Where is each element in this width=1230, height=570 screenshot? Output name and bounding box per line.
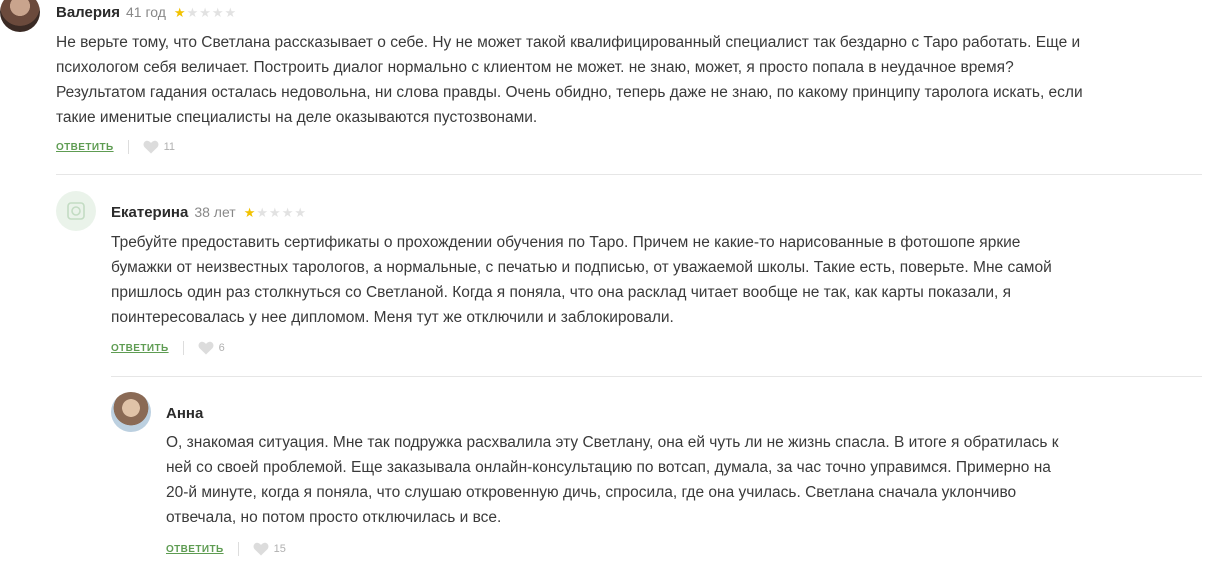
comment-actions (166, 541, 286, 557)
comment-line: психологом себя величает. Построить диалог нормально с клиентом не может. не знаю, может, я просто попала в неудачное время? (56, 59, 1014, 76)
star-icon: ★ (199, 4, 211, 20)
like-count: 15 (273, 543, 286, 555)
comment-line: такие именитые специалисты на деле оказываются пустозвонами. (56, 109, 538, 126)
star-icon: ★ (256, 204, 269, 220)
avatar (56, 191, 96, 231)
default-avatar-icon (64, 199, 88, 223)
comment-actions (111, 340, 225, 356)
star-icon: ★ (173, 4, 186, 20)
star-icon: ★ (294, 204, 306, 220)
comment-text (111, 230, 1211, 330)
comment-line: поинтересовалась у нее дипломом. Меня тут же отключили и заблокировали. (111, 309, 674, 326)
comment-anna (111, 392, 1230, 570)
star-icon: ★ (211, 4, 224, 20)
author-age: 41 год (125, 4, 166, 20)
author-age: 38 лет (194, 204, 236, 220)
heart-icon (253, 542, 269, 556)
divider (183, 341, 184, 355)
divider (56, 174, 1202, 175)
divider (128, 140, 129, 154)
comment-line: 20-й минуте, когда я поняла, что слушаю откровенную дичь, спросила, где она училась. Светлана сначала уклончиво (166, 484, 1017, 501)
comment-line: Не верьте тому, что Светлана рассказывает о себе. Ну не может такой квалифицированный специалист так бездарно с Таро работать. Еще и (56, 34, 1081, 51)
comment-header (111, 201, 306, 223)
comment-line: О, знакомая ситуация. Мне так подружка расхвалила эту Светлану, она ей чуть ли не жизнь спасла. В итоге я обратилась к (166, 434, 1059, 451)
star-icon: ★ (224, 4, 237, 20)
comment-line: ней со своей проблемой. Еще заказывала онлайн-консультацию по вотсап, думала, за час точно управимся. Примерно на (166, 459, 1051, 476)
like-count: 6 (218, 342, 225, 354)
comment-header (56, 1, 236, 23)
comment-line: пришлось один раз столкнуться со Светланой. Когда я поняла, что она расклад читает вообще не так, как карты показали, я (111, 284, 1012, 301)
comment-ekaterina (56, 191, 1230, 371)
like-button[interactable] (143, 140, 175, 154)
star-icon: ★ (186, 4, 199, 20)
comment-header (166, 402, 203, 424)
author-name: Анна (166, 404, 204, 422)
star-icon: ★ (269, 204, 281, 220)
comment-line: бумажки от неизвестных тарологов, а нормальные, с печатью и подписью, от уважаемой школы. Такие есть, поверьте. Мне самой (111, 259, 1052, 276)
comment-line: Результатом гадания осталась недовольна, ни слова правды. Очень обидно, теперь даже не знаю, по какому принципу таролога искать, если (56, 84, 1083, 101)
comment-actions (56, 139, 175, 155)
star-icon: ★ (243, 204, 256, 220)
reply-button[interactable]: ОТВЕТИТЬ (56, 141, 114, 153)
avatar (0, 0, 40, 32)
comment-text (56, 30, 1221, 130)
heart-icon (198, 341, 214, 355)
rating-stars (174, 6, 236, 19)
heart-icon (143, 140, 159, 154)
comment-line: Требуйте предоставить сертификаты о прохождении обучения по Таро. Причем не какие-то нарисованные в фотошопе яркие (111, 234, 1021, 251)
comment-valeria (0, 0, 1230, 160)
author-name: Валерия (56, 3, 120, 21)
like-count: 11 (163, 141, 175, 153)
reply-button[interactable]: ОТВЕТИТЬ (111, 342, 169, 354)
comment-text (166, 430, 1226, 530)
avatar (111, 392, 151, 432)
comment-line: отвечала, но потом просто отключилась и все. (166, 509, 502, 526)
star-icon: ★ (281, 204, 294, 220)
divider (111, 376, 1202, 377)
reply-button[interactable]: ОТВЕТИТЬ (166, 543, 224, 555)
like-button[interactable] (198, 341, 225, 355)
divider (238, 542, 239, 556)
like-button[interactable] (253, 542, 286, 556)
author-name: Екатерина (111, 203, 189, 221)
rating-stars (244, 206, 306, 219)
